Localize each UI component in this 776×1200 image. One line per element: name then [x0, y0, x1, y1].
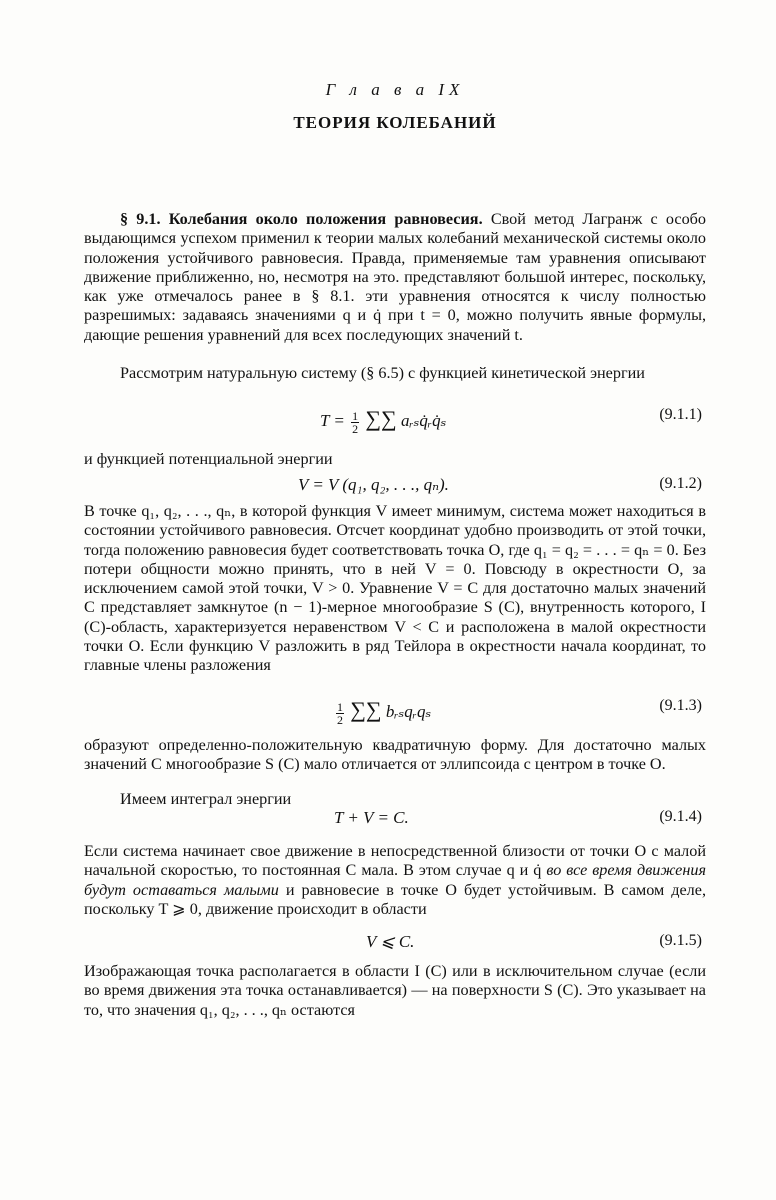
paragraph-text: и равновесие в точке O будет устойчивым. В самом деле, поскольку T ⩾ 0, движение происходит в области: [84, 880, 706, 918]
paragraph-text: Если система начинает свое движение в непосредственной близости от точки O с малой начальной скоростью, то постоянная C мала. В этом случае q и q̇: [84, 842, 706, 880]
equation-9-1-1: [84, 406, 706, 436]
section-heading: § 9.1. Колебания около положения равновесия.: [120, 210, 483, 228]
paragraph-7: [84, 842, 706, 919]
paragraph-2: Рассмотрим натуральную систему (§ 6.5) с функцией кинетической энергии: [120, 364, 645, 382]
double-sum: ∑∑: [350, 697, 382, 722]
equation-number: (9.1.5): [659, 932, 702, 949]
paragraph-8: Изображающая точка располагается в области I (C) или в исключительном случае (если во время движения эта точка останавливается) — на поверхности S (C). Это указывает на то, что значения q₁, q₂, . . ., qₙ остаются: [84, 962, 706, 1019]
chapter-label: Г л а в а IX: [325, 80, 465, 99]
equation-rhs: bᵣₛqᵣqₛ: [385, 702, 432, 721]
equation-9-1-2: [84, 475, 706, 505]
equation-formula: V = V (q₁, q₂, . . ., qₙ).: [298, 475, 449, 494]
equation-formula: V ⩽ C.: [366, 932, 415, 951]
equation-rhs: aᵣₛq̇ᵣq̇ₛ: [401, 411, 447, 430]
equation-number: (9.1.4): [659, 808, 702, 825]
paragraph-3: и функцией потенциальной энергии: [84, 450, 333, 468]
equation-9-1-5: [84, 932, 706, 962]
paragraph-text: Свой метод Лагранж с особо выдающимся успехом применил к теории малых колебаний механической системы около положения устойчивого равновесия. Правда, применяемые там уравнения описывают движение приближенно, но, несмотря на это. представляют большой интерес, поскольку, как уже отмечалось ранее в § 8.1. эти уравнения относятся к числу полностью разрешимых: задаваясь значениями q и q̇ при t = 0, можно получить явные формулы, дающие решения уравнений для всех последующих значений t.: [84, 210, 706, 344]
section-paragraph-1: [84, 210, 706, 345]
fraction-half: $\frac{1}{2}$: [337, 699, 343, 727]
emphasized-text: во все время движения будут оставаться малыми: [84, 861, 706, 899]
paragraph-6: Имеем интеграл энергии: [120, 790, 292, 808]
equation-number: (9.1.1): [659, 406, 702, 423]
fraction-half: $\frac{1}{2}$: [352, 408, 359, 436]
equation-9-1-4: [84, 808, 706, 838]
paragraph-5: образуют определенно-положительную квадратичную форму. Для достаточно малых значений C многообразие S (C) мало отличается от эллипсоида с центром в точке O.: [84, 736, 706, 774]
double-sum: ∑∑: [365, 406, 397, 431]
chapter-title: ТЕОРИЯ КОЛЕБАНИЙ: [293, 113, 497, 132]
book-page: [84, 0, 706, 1200]
equation-9-1-3: [84, 697, 706, 727]
equation-number: (9.1.2): [659, 475, 702, 492]
equation-formula: T + V = C.: [334, 808, 409, 827]
equation-number: (9.1.3): [659, 697, 702, 714]
paragraph-4: В точке q₁, q₂, . . ., qₙ, в которой функция V имеет минимум, система может находиться в состоянии устойчивого равновесия. Отсчет координат удобно производить от этой точки, тогда положению равновесия будет соответствовать точка O, где q₁ = q₂ = . . . = qₙ = 0. Без потери общности можно принять, что в ней V = 0. Повсюду в окрестности O, за исключением самой этой точки, V > 0. Уравнение V = C для достаточно малых значений C представляет замкнутое (n − 1)-мерное многообразие S (C), внутренность которого, I (C)-область, характеризуется неравенством V < C и расположена в малой окрестности точки O. Если функцию V разложить в ряд Тейлора в окрестности начала координат, то главные члены разложения: [84, 502, 706, 675]
equation-lhs: T =: [320, 411, 345, 430]
